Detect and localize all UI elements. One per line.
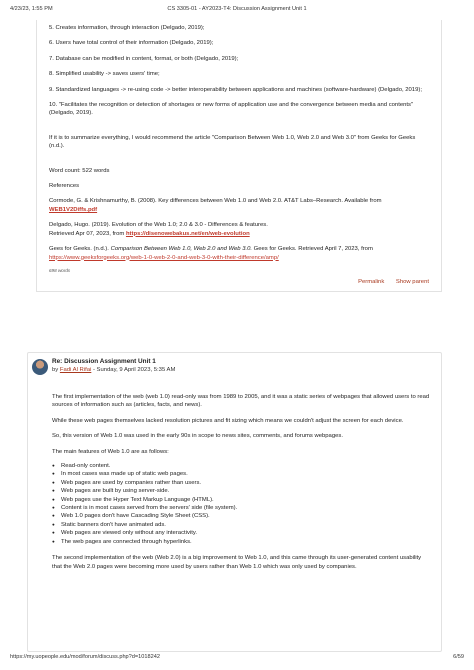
list-item: 7. Database can be modified in content, format, or both (Delgado, 2019); [49, 55, 239, 62]
avatar[interactable] [32, 359, 48, 375]
permalink-link[interactable]: Permalink [358, 278, 385, 285]
print-url: https://my.uopeople.edu/mod/forum/discuss.php?d=1018242 [10, 654, 160, 660]
print-footer [10, 654, 464, 664]
reference-3-author: Gees for Geeks. (n.d.). [49, 246, 109, 253]
summary-paragraph: If it is to summarize everything, I would recommend the article "Comparison Between Web 1.0, Web 2.0 and Web 3.0" from Geeks for Geeks (n.d.). [49, 134, 416, 150]
list-item: ● In most cases was made up of static web pages. [52, 470, 431, 478]
list-item: ● Web pages use the Hyper Text Markup Language (HTML). [52, 496, 431, 504]
reference-2-line1: Delgado, Hugo. (2019). Evolution of the Web 1.0; 2.0 & 3.0 - Differences & features. [49, 222, 268, 229]
byline-by: by [52, 367, 59, 373]
page-number: 6/59 [453, 654, 464, 660]
list-item: ● Web pages are built by using server-side. [52, 487, 431, 495]
reference-3 [49, 245, 429, 262]
post-body [28, 393, 441, 571]
post-byline [52, 367, 175, 373]
paragraph: The second implementation of the web (Web 2.0) is a big improvement to Web 1.0, and this came through its user-generated content usability that the Web 2.0 pages were becoming more used by users rather than Web 1.0 which was only used by companies. [52, 555, 422, 570]
author-link[interactable]: Fadi Al Rifai [59, 367, 92, 373]
reference-2 [49, 221, 429, 238]
list-item: 5. Creates information, through interaction (Delgado, 2019); [49, 25, 205, 31]
post-subject: Re: Discussion Assignment Unit 1 [52, 358, 156, 365]
paragraph: The first implementation of the web (web 1.0) read-only was from 1989 to 2005, and it was a static series of webpages that allowed users to read sources of information such as (articles, facts, and news). [52, 394, 430, 409]
paragraph: While these web pages themselves lacked resolution pictures and fit sizing which means we couldn't adjust the screen for each device. [52, 417, 404, 424]
word-count: Word count: 522 words [49, 167, 110, 174]
post-header [28, 353, 441, 393]
list-item: 9. Standardized languages -> re-using code -> better interoperability between applications and machines (software-hardware) (Delgado, 2019); [49, 86, 422, 93]
list-item: 10. "Facilitates the recognition or detection of shortages or new forms of application use and the convergence between media and contents" (Delgado, 2019). [49, 102, 414, 117]
paragraph: So, this version of Web 1.0 was used in the early 90s in scope to news sites, comments, and forums webpages. [52, 433, 343, 440]
print-date: 4/23/23, 1:55 PM [10, 6, 53, 12]
references-heading: References [49, 183, 80, 190]
reference-1-text: Cormode, G. & Krishnamurthy, B. (2008). Key differences between Web 1.0 and Web 2.0. AT&T Labs–Research. Available from [49, 198, 382, 205]
reference-3-title: Comparison Between Web 1.0, Web 2.0 and Web 3.0. [110, 246, 253, 253]
print-title: CS 3305-01 - AY2023-T4: Discussion Assignment Unit 1 [167, 6, 307, 12]
list-item: ● Web pages are viewed only without any interactivity. [52, 529, 431, 537]
list-item: ● Static banners don't have animated ads. [52, 521, 431, 529]
post-date: - Sunday, 9 April 2023, 5:35 AM [92, 367, 176, 373]
list-item: ● Read-only content. [52, 462, 431, 470]
feature-list [52, 462, 431, 546]
list-item: ● Content is in most cases served from the servers' side (file system). [52, 504, 431, 512]
list-item: ● The web pages are connected through hyperlinks. [52, 538, 431, 546]
reference-1 [49, 197, 429, 214]
paragraph: The main features of Web 1.0 are as follows: [52, 448, 169, 455]
list-item: ● Web pages are used by companies rather than users. [52, 479, 431, 487]
forum-post-continued [36, 20, 442, 292]
forum-post-reply [27, 352, 442, 652]
post-actions [49, 279, 429, 285]
reference-2-link[interactable]: https://disenowebakus.net/en/web-evolution [125, 230, 250, 237]
list-item: 6. Users have total control of their information (Delgado, 2019); [49, 40, 214, 47]
reference-3-source: Gees for Geeks. Retrieved April 7, 2023, from [253, 246, 373, 253]
list-item: 8. Simplified usability -> saves users' time; [49, 71, 160, 78]
reference-1-link[interactable]: WEB1V2Diffs.pdf [49, 206, 98, 213]
list-item: ● Web 1.0 pages don't have Cascading Style Sheet (CSS). [52, 512, 431, 520]
show-parent-link[interactable]: Show parent [395, 278, 429, 285]
print-header [10, 6, 464, 16]
reference-3-link[interactable]: https://www.geeksforgeeks.org/web-1-0-web-2-0-and-web-3-0-with-their-difference/amp/ [49, 254, 279, 261]
total-words: 698 words [49, 267, 71, 273]
reference-2-line2: Retrieved Apr 07, 2023, from [49, 230, 125, 237]
